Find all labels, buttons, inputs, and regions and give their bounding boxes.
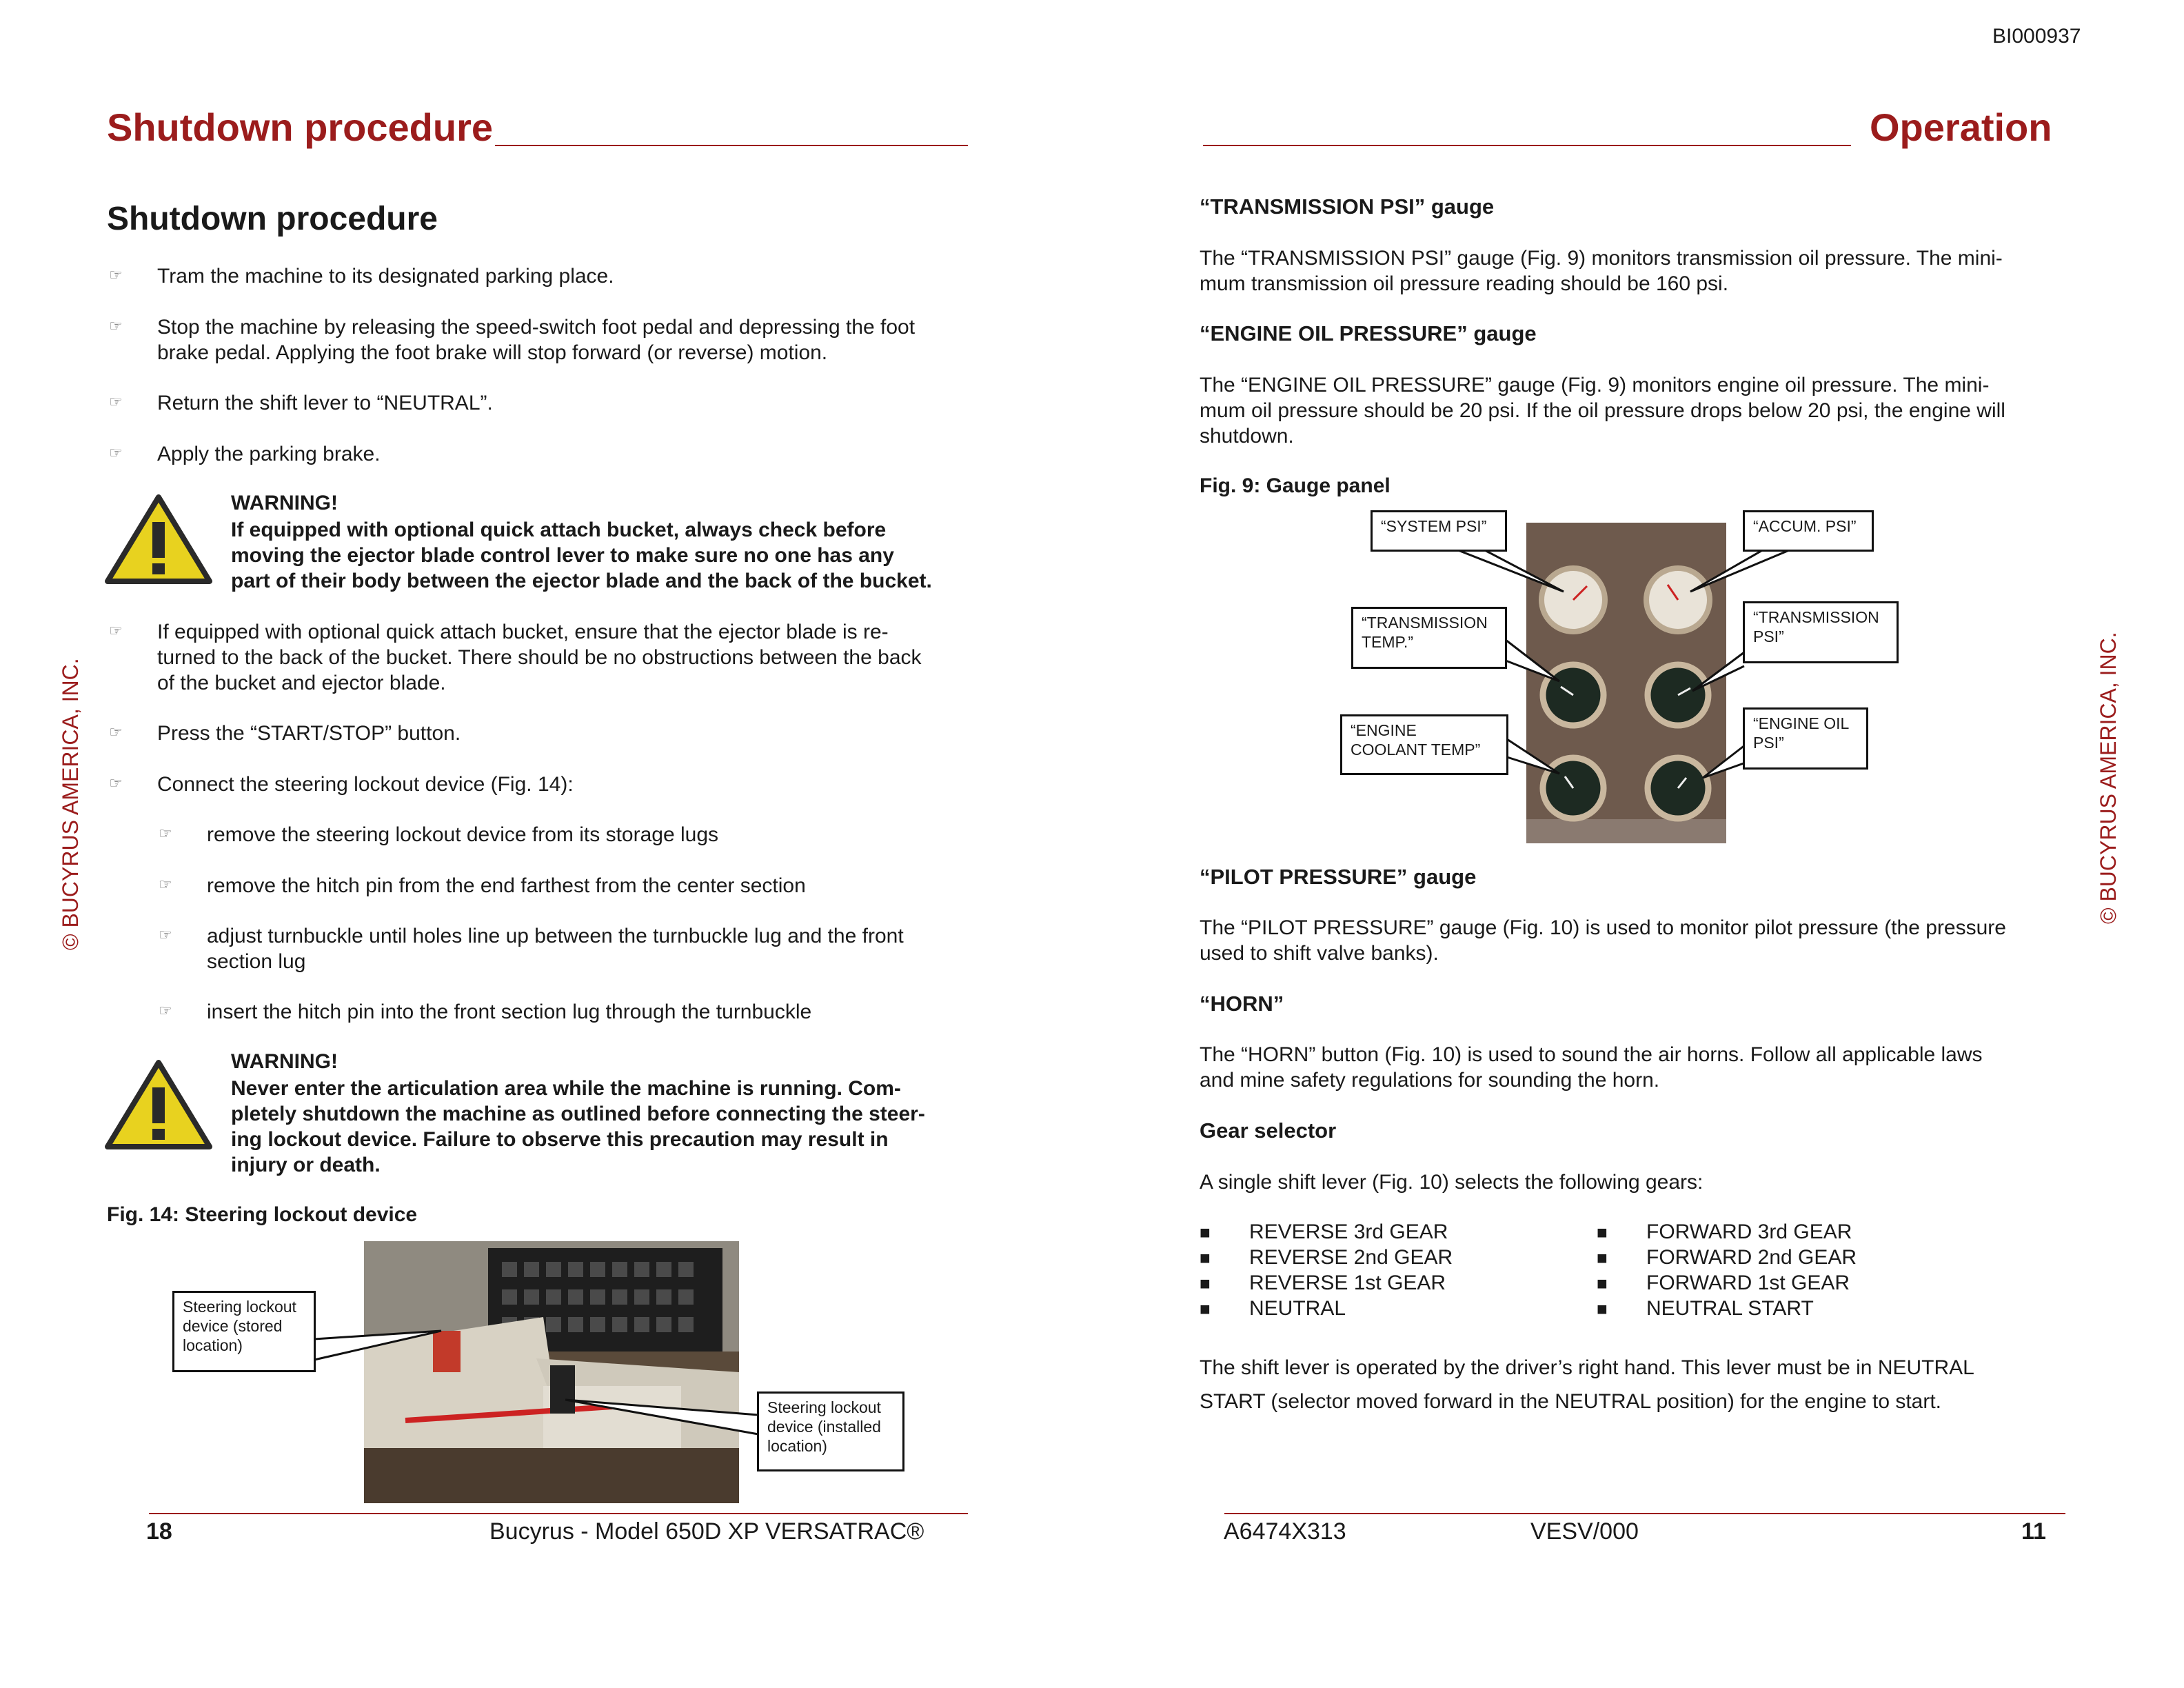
- warning1-title: WARNING!: [231, 492, 338, 514]
- trans-psi-title: “TRANSMISSION PSI” gauge: [1200, 194, 1495, 219]
- step-start-stop: Press the “START/STOP” button.: [157, 722, 461, 745]
- step-tram: Tram the machine to its designated parking place.: [157, 265, 614, 288]
- horn-line1: The “HORN” button (Fig. 10) is used to sound the air horns. Follow all applicable laws: [1200, 1043, 1983, 1066]
- square-bullet-icon: ■: [1597, 1298, 1608, 1319]
- callout-transmission-psi: “TRANSMISSION PSI”: [1743, 601, 1899, 663]
- step-connect-lockout: Connect the steering lockout device (Fig. 14):: [157, 773, 574, 796]
- fig9-title: Fig. 9: Gauge panel: [1200, 474, 1391, 497]
- gear-forward-1st: FORWARD 1st GEAR: [1646, 1272, 1850, 1294]
- pointing-hand-icon: ☞: [109, 723, 123, 741]
- callout-engine-oil-psi: “ENGINE OIL PSI”: [1743, 707, 1868, 770]
- pointing-hand-icon: ☞: [109, 622, 123, 639]
- square-bullet-icon: ■: [1200, 1247, 1211, 1268]
- gear-reverse-3rd: REVERSE 3rd GEAR: [1249, 1220, 1448, 1243]
- substep-adjust-line1: adjust turnbuckle until holes line up between the turnbuckle lug and the front: [207, 925, 904, 947]
- engine-oil-line2: mum oil pressure should be 20 psi. If the oil pressure drops below 20 psi, the engine will: [1200, 399, 2005, 422]
- step-ejector-line3: of the bucket and ejector blade.: [157, 672, 446, 694]
- substep-remove-device: remove the steering lockout device from its storage lugs: [207, 823, 719, 846]
- gear-selector-title: Gear selector: [1200, 1118, 1337, 1143]
- engine-oil-line3: shutdown.: [1200, 425, 1294, 448]
- warning2-line1: Never enter the articulation area while the machine is running. Com-: [231, 1077, 901, 1100]
- warning1-line1: If equipped with optional quick attach bucket, always check before: [231, 519, 887, 541]
- square-bullet-icon: ■: [1200, 1298, 1211, 1319]
- square-bullet-icon: ■: [1597, 1222, 1608, 1243]
- gear-neutral-start: NEUTRAL START: [1646, 1297, 1814, 1320]
- warning1-line3: part of their body between the ejector blade and the back of the bucket.: [231, 570, 932, 592]
- substep-remove-pin: remove the hitch pin from the end farthest from the center section: [207, 874, 806, 897]
- square-bullet-icon: ■: [1200, 1222, 1211, 1243]
- left-page-header: Shutdown procedure: [107, 106, 493, 149]
- pointing-hand-icon: ☞: [109, 317, 123, 334]
- step-stop-line1: Stop the machine by releasing the speed-switch foot pedal and depressing the foot: [157, 316, 916, 339]
- warning2-title: WARNING!: [231, 1050, 338, 1073]
- trans-psi-line2: mum transmission oil pressure reading should be 160 psi.: [1200, 272, 1729, 295]
- right-footer-rule: [1224, 1513, 2065, 1514]
- step-ejector-line1: If equipped with optional quick attach bucket, ensure that the ejector blade is re-: [157, 621, 889, 643]
- callout-accum-psi: “ACCUM. PSI”: [1743, 510, 1874, 552]
- pointing-hand-icon: ☞: [159, 1002, 172, 1019]
- horn-line2: and mine safety regulations for sounding the horn.: [1200, 1069, 1660, 1092]
- pointing-hand-icon: ☞: [159, 825, 172, 842]
- pointing-hand-icon: ☞: [109, 774, 123, 792]
- pilot-line1: The “PILOT PRESSURE” gauge (Fig. 10) is used to monitor pilot pressure (the pressure: [1200, 916, 2006, 939]
- gear-outro-line1: The shift lever is operated by the driver’s right hand. This lever must be in NEUTRAL: [1200, 1356, 1974, 1379]
- fig14-title: Fig. 14: Steering lockout device: [107, 1203, 418, 1226]
- pilot-line2: used to shift valve banks).: [1200, 942, 1439, 965]
- document-id: BI000937: [1992, 25, 2081, 48]
- callout-system-psi: “SYSTEM PSI”: [1371, 510, 1507, 552]
- gear-outro-line2: START (selector moved forward in the NEUTRAL position) for the engine to start.: [1200, 1390, 1942, 1413]
- callout-engine-coolant-temp: “ENGINE COOLANT TEMP”: [1340, 714, 1508, 775]
- pointing-hand-icon: ☞: [109, 266, 123, 283]
- square-bullet-icon: ■: [1597, 1273, 1608, 1294]
- pilot-title: “PILOT PRESSURE” gauge: [1200, 865, 1477, 889]
- pointing-hand-icon: ☞: [159, 876, 172, 893]
- callout-transmission-temp: “TRANSMISSION TEMP.”: [1351, 607, 1507, 669]
- square-bullet-icon: ■: [1597, 1247, 1608, 1268]
- trans-psi-line1: The “TRANSMISSION PSI” gauge (Fig. 9) monitors transmission oil pressure. The mini-: [1200, 247, 2003, 270]
- step-stop-line2: brake pedal. Applying the foot brake will stop forward (or reverse) motion.: [157, 341, 828, 364]
- gear-reverse-2nd: REVERSE 2nd GEAR: [1249, 1246, 1453, 1269]
- gear-reverse-1st: REVERSE 1st GEAR: [1249, 1272, 1446, 1294]
- left-footer-model: Bucyrus - Model 650D XP VERSATRAC®: [489, 1518, 924, 1545]
- gear-forward-3rd: FORWARD 3rd GEAR: [1646, 1220, 1852, 1243]
- pointing-hand-icon: ☞: [109, 444, 123, 461]
- warning2-line4: injury or death.: [231, 1154, 381, 1176]
- engine-oil-line1: The “ENGINE OIL PRESSURE” gauge (Fig. 9) monitors engine oil pressure. The mini-: [1200, 374, 1990, 396]
- gear-neutral: NEUTRAL: [1249, 1297, 1346, 1320]
- step-parking-brake: Apply the parking brake.: [157, 443, 381, 465]
- right-footer-version: VESV/000: [1530, 1518, 1639, 1545]
- gear-intro: A single shift lever (Fig. 10) selects the following gears:: [1200, 1171, 1703, 1194]
- warning2-line2: pletely shutdown the machine as outlined before connecting the steer-: [231, 1103, 925, 1125]
- callout-installed-location: Steering lockout device (installed location): [757, 1391, 904, 1471]
- substep-insert-pin: insert the hitch pin into the front section lug through the turnbuckle: [207, 1001, 812, 1023]
- callout-stored-location: Steering lockout device (stored location): [172, 1291, 316, 1372]
- pointing-hand-icon: ☞: [159, 926, 172, 943]
- right-footer-part: A6474X313: [1224, 1518, 1346, 1545]
- warning1-line2: moving the ejector blade control lever to make sure no one has any: [231, 544, 894, 567]
- gear-forward-2nd: FORWARD 2nd GEAR: [1646, 1246, 1857, 1269]
- warning2-line3: ing lockout device. Failure to observe this precaution may result in: [231, 1128, 889, 1151]
- left-page-number: 18: [146, 1518, 172, 1545]
- left-copyright: © BUCYRUS AMERICA, INC.: [58, 658, 83, 950]
- square-bullet-icon: ■: [1200, 1273, 1211, 1294]
- section-title: Shutdown procedure: [107, 201, 438, 237]
- right-copyright: © BUCYRUS AMERICA, INC.: [2096, 632, 2121, 924]
- step-neutral: Return the shift lever to “NEUTRAL”.: [157, 392, 493, 414]
- engine-oil-title: “ENGINE OIL PRESSURE” gauge: [1200, 321, 1537, 345]
- horn-title: “HORN”: [1200, 992, 1284, 1016]
- pointing-hand-icon: ☞: [109, 393, 123, 410]
- substep-adjust-line2: section lug: [207, 950, 306, 973]
- right-page-header: Operation: [1870, 106, 2052, 149]
- step-ejector-line2: turned to the back of the bucket. There should be no obstructions between the back: [157, 646, 922, 669]
- right-page-number: 11: [2021, 1518, 2046, 1545]
